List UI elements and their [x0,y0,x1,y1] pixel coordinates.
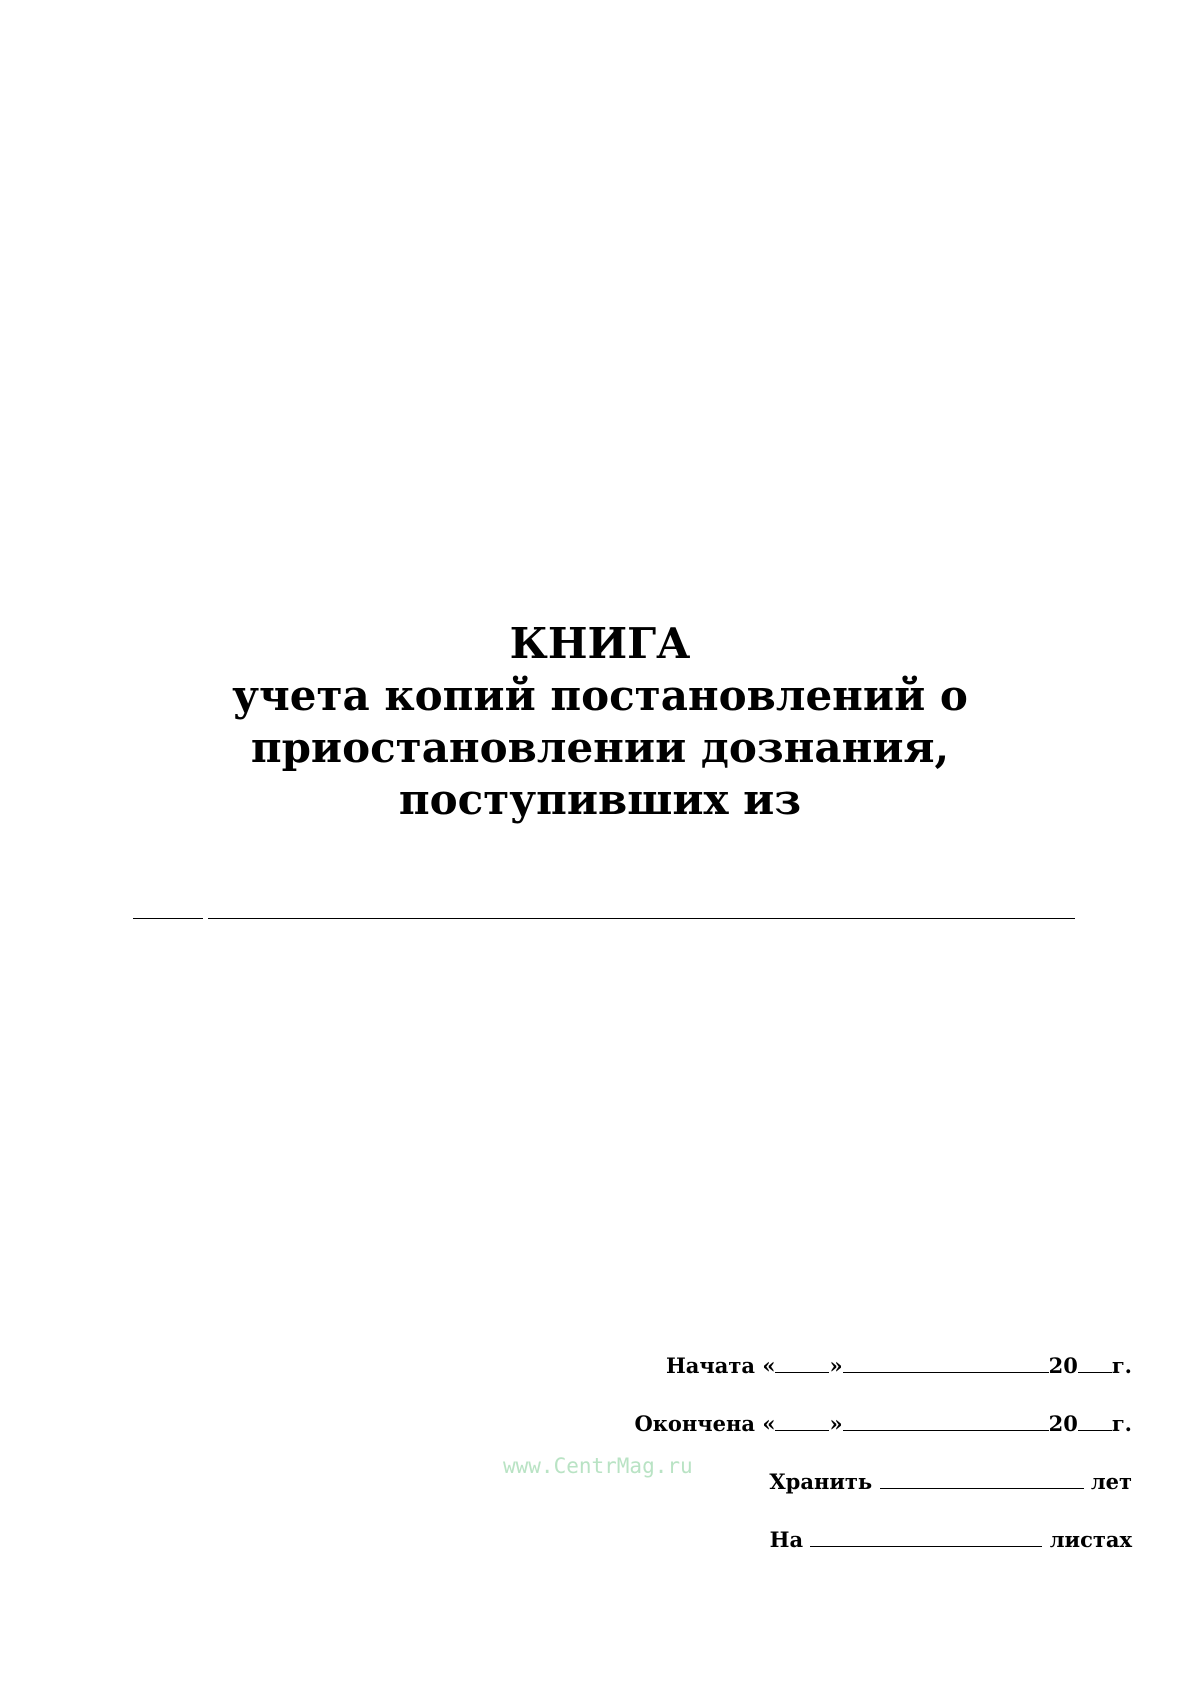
started-row [634,1352,1132,1410]
keep-row [634,1468,1132,1526]
source-blank-short [133,918,203,919]
title-line-1: учета копий постановлений о [232,671,968,720]
started-year-blank [1078,1354,1112,1373]
ended-year-blank [1078,1412,1112,1431]
sheets-label: На [769,1527,804,1552]
keep-suffix: лет [1090,1469,1132,1494]
ended-label: Окончена « [634,1411,776,1436]
title-line-2: приостановлении дознания, [250,723,950,772]
started-day-blank [775,1354,829,1373]
ended-day-blank [775,1412,829,1431]
ended-month-blank [843,1412,1049,1431]
started-year-prefix: 20 [1048,1353,1078,1378]
title-line-3: поступивших из [398,775,802,824]
ended-quote-close: » [829,1411,843,1436]
ended-row [634,1410,1132,1468]
book-details [634,1352,1132,1584]
started-label: Начата « [665,1353,776,1378]
sheets-suffix: листах [1049,1527,1132,1552]
keep-years-blank [880,1470,1084,1489]
sheets-count-blank [810,1528,1042,1547]
ended-suffix: г. [1111,1411,1132,1436]
ended-year-prefix: 20 [1048,1411,1078,1436]
document-title [0,618,1200,826]
sheets-row [634,1526,1132,1584]
started-month-blank [843,1354,1049,1373]
title-main: КНИГА [509,619,691,668]
watermark: www.CentrMag.ru [503,1454,693,1478]
started-quote-close: » [829,1353,843,1378]
source-blank-long [208,918,1075,919]
started-suffix: г. [1111,1353,1132,1378]
keep-label: Хранить [769,1469,873,1494]
